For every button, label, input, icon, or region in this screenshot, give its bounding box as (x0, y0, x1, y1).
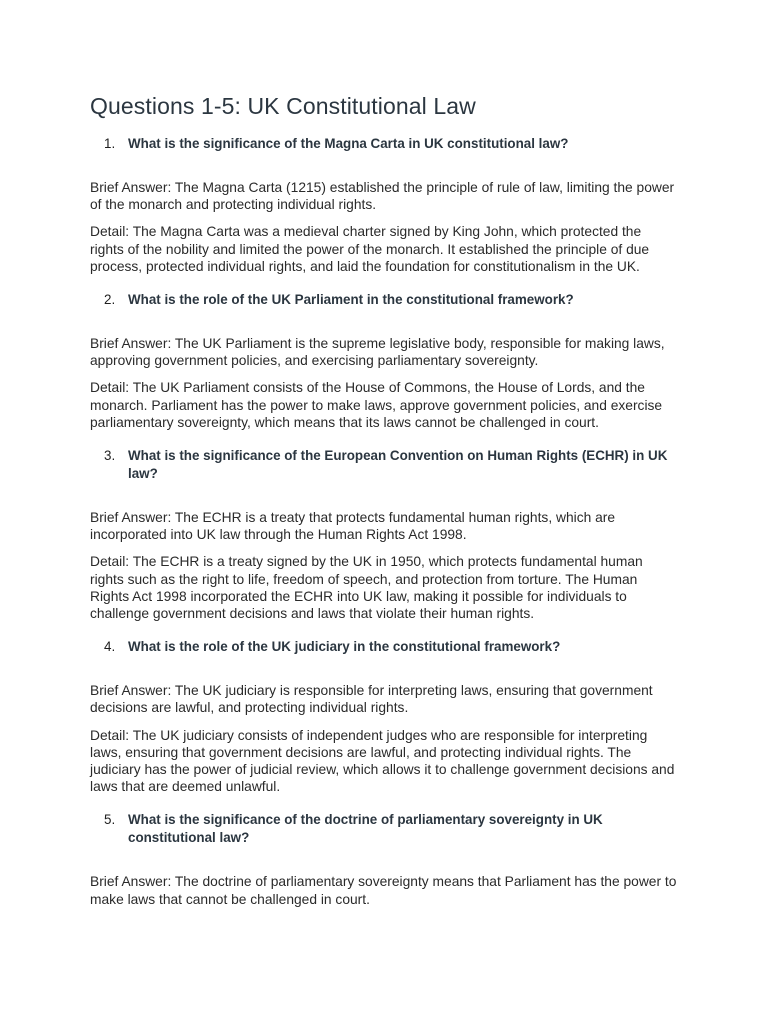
question-2 (90, 291, 678, 309)
brief-answer: Brief Answer: The UK judiciary is responsible for interpreting laws, ensuring that government decisions are lawful, and protecting individual rights. (90, 683, 653, 716)
question-5 (90, 811, 678, 847)
document-title: Questions 1-5: UK Constitutional Law (90, 93, 476, 119)
brief-answer: Brief Answer: The Magna Carta (1215) established the principle of rule of law, limiting the power of the monarch and protecting individual rights. (90, 180, 675, 213)
question-number: 4. (104, 639, 116, 655)
question-3 (90, 447, 678, 483)
detail-answer: Detail: The ECHR is a treaty signed by the UK in 1950, which protects fundamental human rights such as the right to life, freedom of speech, and protection from torture. The Human Rights Act 1998 incorporated the ECHR into UK law, making it possible for individuals to challenge government decisions and laws that violate their human rights. (90, 554, 643, 622)
qa-item-1 (90, 135, 678, 275)
question-number: 5. (104, 812, 116, 828)
question-text: What is the role of the UK judiciary in the constitutional framework? (128, 639, 561, 655)
question-4 (90, 638, 678, 656)
question-1 (90, 135, 678, 153)
question-number: 1. (104, 136, 116, 151)
question-number: 2. (104, 292, 116, 308)
detail-answer: Detail: The Magna Carta was a medieval charter signed by King John, which protected the rights of the nobility and limited the power of the monarch. It established the principle of due process, protected individual rights, and laid the foundation for constitutionalism in the UK. (90, 224, 650, 274)
question-text: What is the significance of the Magna Carta in UK constitutional law? (128, 136, 569, 151)
question-text: What is the significance of the doctrine of parliamentary sovereignty in UK constitutional law? (128, 812, 603, 846)
brief-answer: Brief Answer: The UK Parliament is the supreme legislative body, responsible for making laws, approving government policies, and exercising parliamentary sovereignty. (90, 336, 665, 369)
qa-item-4 (90, 638, 678, 795)
qa-item-5 (90, 811, 678, 907)
detail-answer: Detail: The UK Parliament consists of the House of Commons, the House of Lords, and the monarch. Parliament has the power to make laws, approve government policies, and exercise parliamentary sovereignty, which means that its laws cannot be challenged in court. (90, 380, 663, 430)
qa-item-3 (90, 447, 678, 622)
question-text: What is the role of the UK Parliament in the constitutional framework? (128, 292, 574, 308)
question-number: 3. (104, 448, 116, 464)
brief-answer: Brief Answer: The doctrine of parliamentary sovereignty means that Parliament has the power to make laws that cannot be challenged in court. (90, 874, 677, 907)
question-text: What is the significance of the European Convention on Human Rights (ECHR) in UK law? (128, 448, 668, 482)
brief-answer: Brief Answer: The ECHR is a treaty that protects fundamental human rights, which are incorporated into UK law through the Human Rights Act 1998. (90, 510, 616, 543)
qa-item-2 (90, 291, 678, 431)
detail-answer: Detail: The UK judiciary consists of independent judges who are responsible for interpreting laws, ensuring that government decisions are lawful, and protecting individual rights. The judiciary has the power of judicial review, which allows it to challenge government decisions and laws that are deemed unlawful. (90, 727, 675, 795)
question-list (90, 135, 678, 908)
